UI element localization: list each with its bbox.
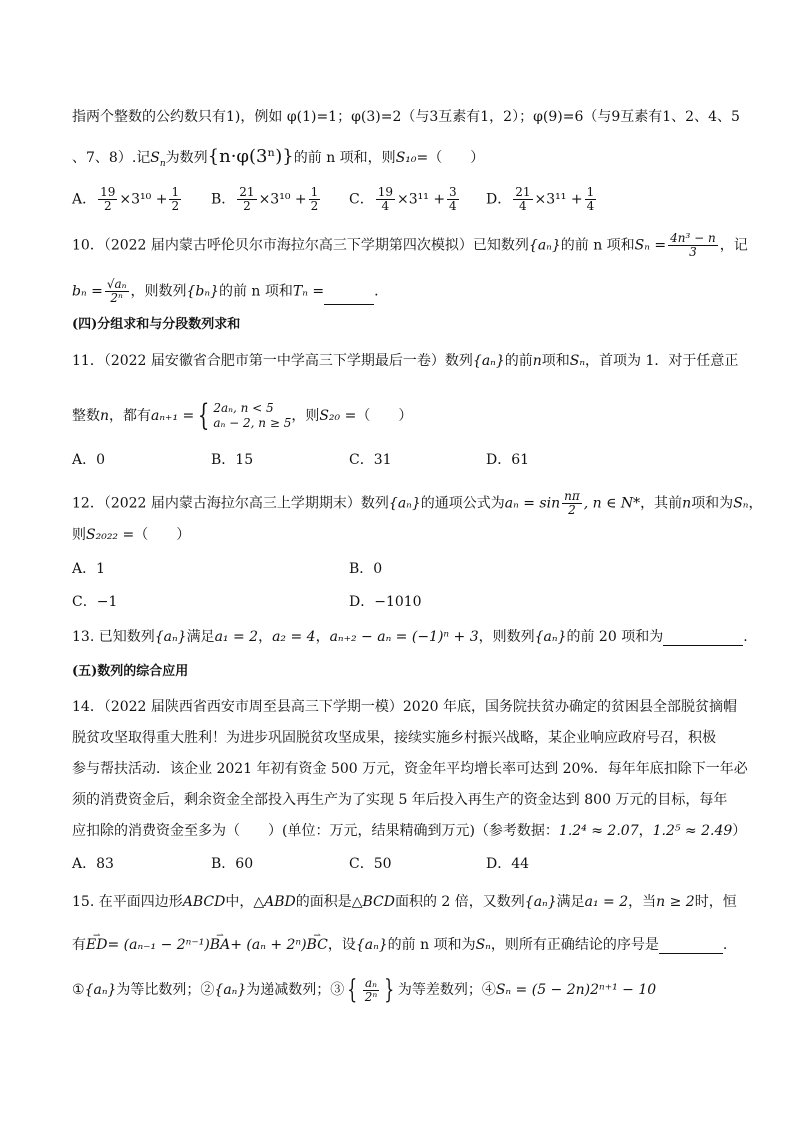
q12-line1-pre: 12．（2022 届内蒙古海拉尔高三上学期期末）数列 (72, 495, 389, 512)
q11-line2-post: ，则 (291, 408, 320, 424)
section-heading-4 (72, 316, 240, 334)
q13-comma: ， (258, 629, 273, 645)
option-label: C． (349, 856, 374, 872)
q15-line1 (72, 893, 737, 911)
frac-den: 2ⁿ (110, 291, 123, 305)
frac-num: 1 (171, 185, 180, 199)
q10-line2 (72, 278, 379, 305)
q12-option-d[interactable] (349, 593, 422, 611)
option-label: D． (486, 452, 512, 468)
frac-den: 2 (171, 199, 180, 213)
option-value: −1010 (374, 594, 422, 610)
q10-line1-end: ，记 (719, 237, 748, 254)
q14-line4 (72, 791, 727, 809)
q14-line1 (72, 698, 737, 716)
q15-eq: = (aₙ₋₁ − 2ⁿ⁻¹) (107, 937, 210, 953)
q12-line1 (72, 490, 762, 517)
q15-vector-bc: ⇀ BC (307, 936, 328, 954)
option-value: 44 (511, 856, 530, 872)
q11-sn: Sₙ (569, 353, 586, 369)
q10-answer-blank[interactable] (324, 286, 374, 305)
option-power: ×3¹¹ + (397, 191, 446, 208)
q14-line4-text: 须的消费资金后，剩余资金全部投入再生产为了实现 5 年后投入再生产的资金达到 800 万元的目标，每年 (72, 792, 728, 808)
frac-den: 4 (449, 199, 457, 213)
q12-sn: Sₙ (733, 495, 749, 512)
q9-line2-mid: 为数列 (165, 150, 208, 166)
q13-post: ，则数列 (478, 629, 535, 645)
q10-line2-mid: ，则数列 (130, 283, 187, 300)
q13-answer-blank[interactable] (663, 627, 743, 646)
q11-option-c[interactable] (349, 451, 392, 469)
option-value: 61 (511, 452, 530, 468)
option-value: −1 (96, 594, 118, 610)
q13-a1: a₁ = 2 (214, 629, 259, 645)
q15-sn: Sₙ (475, 937, 491, 953)
q15-plus: + (aₙ + 2ⁿ) (230, 937, 307, 953)
q10-line2-post: 的前 n 项和 (218, 283, 293, 300)
q9-line2-end: =（ ） (416, 150, 485, 166)
q10-sn: Sₙ = (634, 237, 667, 254)
q11-line1-mid: 的前 (504, 353, 533, 369)
frac-den: 2 (243, 199, 251, 213)
q11-option-b[interactable] (211, 451, 253, 469)
frac-num: √aₙ (106, 277, 127, 291)
q12-option-b[interactable] (349, 560, 382, 578)
option-label: D． (486, 856, 512, 872)
option-value: 50 (373, 856, 392, 872)
frac-num: 3 (449, 185, 457, 199)
left-brace-icon: { (347, 975, 358, 1005)
q14-ref2: 1.2⁵ ≈ 2.49 (652, 823, 733, 839)
option-label: C． (349, 191, 374, 208)
q13-seq: {aₙ} (154, 629, 187, 645)
q15-line3 (72, 975, 656, 1005)
q14-line5 (72, 822, 746, 840)
q15-line1-mid3: 面积的 2 倍，又数列 (394, 894, 525, 910)
q15-s2: {aₙ} (214, 982, 247, 998)
option-label: C． (72, 594, 97, 610)
q11-s20: S₂₀ = (319, 408, 357, 424)
q13-comma2: ， (315, 629, 330, 645)
q9-line2-pre: 、7、8）.记 (72, 150, 151, 166)
q13-post2: 的前 20 项和为 (566, 629, 664, 645)
q10-bn: bₙ = (72, 283, 103, 300)
q15-vector-ed: ⇀ ED (86, 936, 107, 954)
q12-an: aₙ = sin (504, 495, 561, 512)
frac-den: 4 (381, 199, 390, 213)
q11-line2 (72, 398, 413, 433)
q12-line1-mid: 的通项公式为 (420, 495, 505, 512)
q11-cases (213, 401, 291, 431)
frac-num: nπ (564, 489, 580, 503)
q11-seq: {aₙ} (472, 353, 505, 369)
q14-option-a[interactable] (72, 855, 114, 873)
q12-line2-pre: 则 (72, 527, 86, 543)
q9-sn (150, 150, 166, 169)
q9-line2-post: 的前 n 项和，则 (293, 150, 396, 166)
frac-den: 3 (689, 245, 697, 259)
q9-line2 (72, 148, 484, 173)
right-brace-icon: } (384, 975, 395, 1005)
q14-line1-text: 14．（2022 届陕西省西安市周至县高三下学期一模）2020 年底，国务院扶贫办确定的贫困县全部脱贫摘帽 (72, 699, 737, 715)
q11-n: n (532, 353, 542, 369)
q15-line1-mid4: 满足 (556, 894, 585, 910)
q12-option-a[interactable] (72, 560, 105, 578)
q15-line2-post2: 的前 n 项和为 (387, 937, 476, 953)
option-value: 15 (235, 452, 254, 468)
q13-mid: 满足 (186, 629, 215, 645)
option-label: A． (72, 452, 97, 468)
q11-line1 (72, 352, 738, 370)
frac-num: 21 (515, 185, 531, 199)
q15-abcd: ABCD (182, 894, 226, 910)
q15-line2-dot: . (722, 937, 728, 953)
frac-num: aₙ (363, 977, 380, 991)
q11-line1-end: ，首项为 1．对于任意正 (585, 353, 739, 369)
q11-line2-mid: ，都有 (109, 408, 152, 424)
section-4-text: (四)分组求和与分段数列求和 (72, 317, 241, 332)
q14-ref1: 1.2⁴ ≈ 2.07 (558, 823, 639, 839)
frac-num: 19 (377, 185, 393, 199)
q14-option-b[interactable] (211, 855, 253, 873)
q15-seq: {aₙ} (524, 894, 557, 910)
option-label: B． (349, 561, 374, 577)
q12-option-c[interactable] (72, 593, 117, 611)
q12-line2-end: （ ） (134, 527, 191, 543)
q12-line1-post2: 项和为 (691, 495, 734, 512)
frac-num: 1 (310, 185, 319, 199)
option-label: D． (349, 594, 375, 610)
frac-den: 2 (103, 199, 112, 213)
frac-num: 19 (100, 185, 116, 199)
q14-option-d[interactable] (486, 855, 529, 873)
q10-seq: {aₙ} (528, 237, 561, 254)
q15-s1: {aₙ} (84, 982, 117, 998)
q9-option-b[interactable] (211, 186, 322, 213)
q10-tn: Tₙ = (292, 283, 325, 300)
option-power: ×3¹¹ + (534, 191, 583, 208)
q10-line2-end: . (374, 283, 379, 300)
q11-n2: n (100, 408, 110, 424)
q14-line2 (72, 729, 716, 747)
q13-end: . (743, 629, 748, 645)
q15-abd: △ABD (253, 894, 296, 910)
q13-a2: a₂ = 4 (272, 629, 316, 645)
q15-seq2: {aₙ} (355, 937, 388, 953)
q9-option-c[interactable] (349, 186, 461, 213)
option-label: B． (211, 191, 236, 208)
q15-line1-mid5: ，当 (628, 894, 657, 910)
section-heading-5 (72, 663, 188, 681)
q14-line5-end: ） (732, 823, 747, 839)
q13-pre: 13. 已知数列 (72, 629, 155, 645)
frac-num: 21 (239, 185, 255, 199)
option-value: 60 (235, 856, 254, 872)
q10-seq2: {bₙ} (186, 283, 219, 300)
q14-option-c[interactable] (349, 855, 392, 873)
q12-line1-end: ， (748, 495, 763, 512)
q10-line1-pre: 10．（2022 届内蒙古呼伦贝尔市海拉尔高三下学期第四次模拟）已知数列 (72, 237, 529, 254)
q15-formula: Sₙ = (5 − 2n)2ⁿ⁺¹ − 10 (495, 982, 657, 998)
option-value: 31 (373, 452, 392, 468)
q13-recurrence: aₙ₊₂ − aₙ = (−1)ⁿ + 3 (329, 629, 479, 645)
option-label: B． (211, 452, 236, 468)
q15-line2-post: ，设 (327, 937, 356, 953)
q13-seq2: {aₙ} (534, 629, 567, 645)
q15-line2-pre: 有 (72, 937, 86, 953)
q15-vector-ba: ⇀ BA (210, 936, 230, 954)
q12-seq: {aₙ} (388, 495, 421, 512)
q12-line2 (72, 526, 190, 544)
option-value: 83 (96, 856, 114, 872)
q9-s10: S₁₀ (395, 150, 417, 166)
q11-line1-mid2: 项和 (541, 353, 570, 369)
q9-sn-sub: n (159, 158, 166, 169)
frac-den: 2ⁿ (364, 989, 378, 1004)
q11-line2-end: （ ） (356, 408, 413, 424)
option-label: A． (72, 561, 97, 577)
q12-line1-post: ，其前 (640, 495, 683, 512)
section-5-text: (五)数列的综合应用 (72, 664, 189, 679)
q15-line1-mid2: 的面积是 (295, 894, 352, 910)
q12-s2022: S₂₀₂₂ = (86, 527, 135, 543)
q15-a1: a₁ = 2 (584, 894, 629, 910)
option-power: ×3¹⁰ + (119, 191, 168, 208)
option-label: A． (72, 856, 97, 872)
frac-den: 4 (519, 199, 527, 213)
frac-den: 2 (568, 503, 576, 517)
option-label: B． (211, 856, 236, 872)
q11-case1: 2aₙ, n < 5 (213, 401, 274, 415)
q15-line1-mid: 中， (225, 894, 254, 910)
q9-sequence: {n·φ(3ⁿ)} (207, 146, 294, 167)
q15-line2-end: ，则所有正确结论的序号是 (490, 937, 659, 953)
q15-t3: 为等差数列；④ (397, 982, 496, 998)
q15-line2 (72, 935, 727, 954)
q15-t2: 为递减数列；③ (246, 982, 345, 998)
q9-line1 (72, 108, 740, 126)
q11-option-d[interactable] (486, 451, 529, 469)
q15-t1: 为等比数列；② (116, 982, 215, 998)
frac-num: 1 (586, 185, 595, 199)
q11-case2: aₙ − 2, n ≥ 5 (213, 416, 292, 430)
q13-line (72, 627, 748, 646)
q15-answer-blank[interactable] (659, 935, 723, 954)
q10-line1-mid: 的前 n 项和 (560, 237, 635, 254)
option-value: 0 (96, 452, 106, 468)
q11-a: aₙ₊₁ = (151, 408, 195, 424)
option-value: 1 (96, 561, 106, 577)
q11-option-a[interactable] (72, 451, 105, 469)
q14-line5-pre: 应扣除的消费资金至多为（ ）(单位：万元，结果精确到万元)（参考数据： (72, 823, 559, 839)
q15-n: n ≥ 2 (656, 894, 695, 910)
frac-den: 4 (586, 199, 595, 213)
q14-line5-mid: ， (638, 823, 653, 839)
q9-option-a[interactable] (72, 186, 183, 213)
option-label: A． (72, 191, 97, 208)
brace-icon: { (198, 398, 210, 433)
q12-n: n (682, 495, 692, 512)
q15-circle1: ① (72, 982, 85, 998)
q14-line2-text: 脱贫攻坚取得重大胜利！为进步巩固脱贫攻坚成果，接续实施乡村振兴战略，某企业响应政府号召，积极 (72, 730, 716, 746)
q10-line1 (72, 232, 748, 259)
option-value: 0 (373, 561, 383, 577)
frac-num: 4n³ − n (670, 231, 716, 245)
option-label: D． (486, 191, 512, 208)
q11-line1-pre: 11．（2022 届安徽省合肥市第一中学高三下学期最后一卷）数列 (72, 353, 473, 369)
q15-line1-pre: 15. 在平面四边形 (72, 894, 183, 910)
q14-line3 (72, 760, 748, 778)
q15-bcd: △BCD (351, 894, 395, 910)
q9-line1-text: 指两个整数的公约数只有1)，例如 φ(1)=1；φ(3)=2（与3互素有1，2）；φ(9)=6（与9互素有1、2、4、5 (72, 109, 740, 125)
q11-line2-pre: 整数 (72, 408, 100, 424)
option-label: C． (349, 452, 374, 468)
q15-line1-end: 时，恒 (694, 894, 737, 910)
frac-den: 2 (310, 199, 319, 213)
q9-sn-letter: S (150, 150, 160, 166)
option-power: ×3¹⁰ + (258, 191, 307, 208)
q9-option-d[interactable] (486, 186, 598, 213)
q12-cond: , n ∈ N* (583, 495, 641, 512)
q14-line3-text: 参与帮扶活动．该企业 2021 年初有资金 500 万元，资金年平均增长率可达到 20%．每年年底扣除下一年必 (72, 761, 748, 777)
